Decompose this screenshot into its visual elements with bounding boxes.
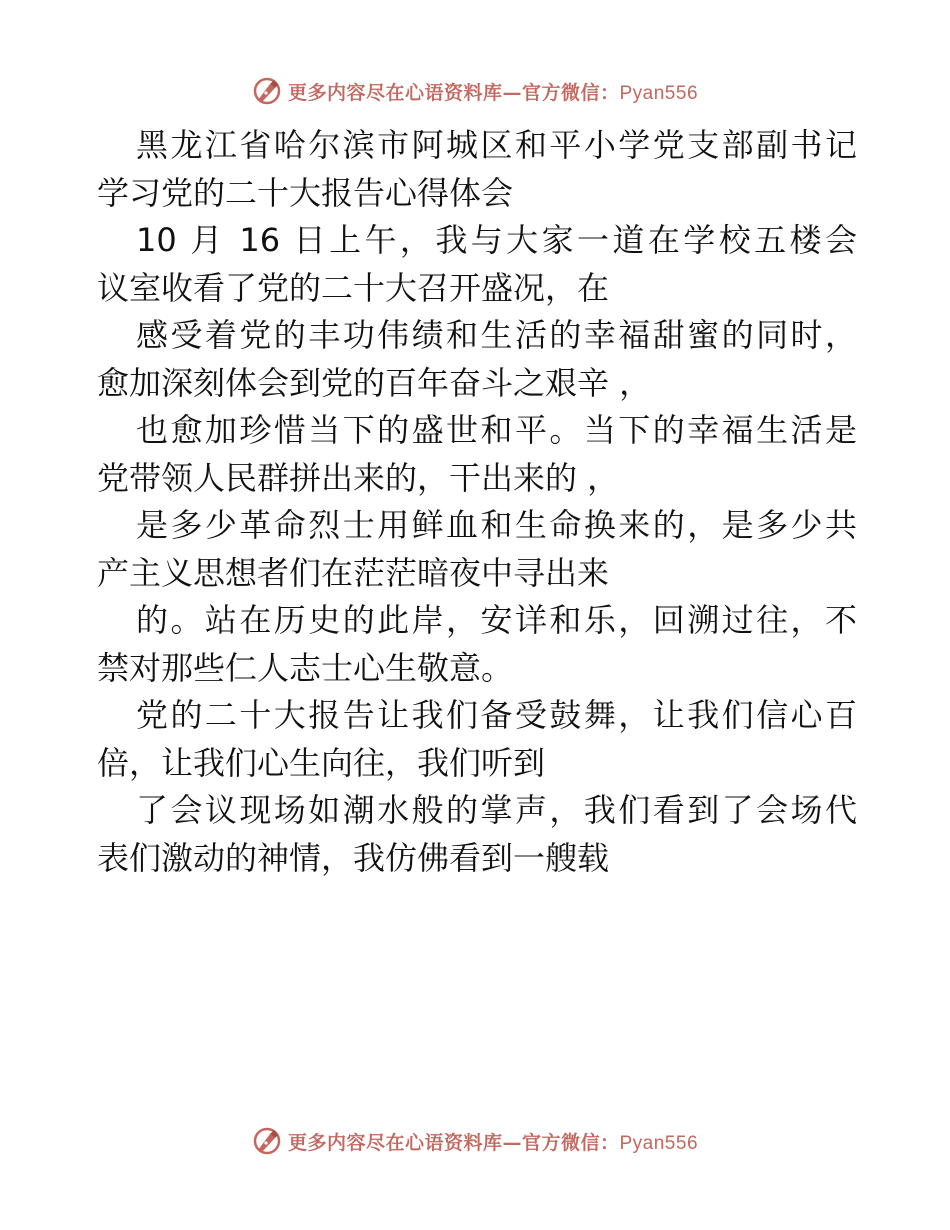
paragraph-line: 也愈加珍惜当下的盛世和平。当下的幸福生活是	[136, 411, 857, 449]
paragraph-line: 是多少革命烈士用鲜血和生命换来的，是多少共	[136, 506, 857, 544]
paragraph-line: 10 月 16 日上午，我与大家一道在学校五楼会	[136, 221, 857, 259]
paragraph-line: 党带领人民群拼出来的，干出来的 ，	[97, 458, 620, 497]
paragraph-line: 感受着党的丰功伟绩和生活的幸福甜蜜的同时，	[136, 316, 857, 354]
footer-wechat-id: Pyan556	[619, 1132, 699, 1154]
header-banner-text: 更多内容尽在心语资料库—官方微信：Pyan556	[287, 81, 699, 104]
paragraph-line: 党的二十大报告让我们备受鼓舞，让我们信心百	[136, 696, 857, 734]
paragraph-line: 表们激动的神情，我仿佛看到一艘载	[97, 838, 610, 877]
header-banner	[0, 74, 950, 108]
footer-banner	[0, 1124, 950, 1158]
paragraph-line: 产主义思想者们在茫茫暗夜中寻出来	[97, 553, 610, 592]
paragraph-line: 了会议现场如潮水般的掌声，我们看到了会场代	[136, 791, 857, 829]
document-body	[97, 122, 857, 882]
paragraph-line: 的。站在历史的此岸，安详和乐，回溯过往，不	[136, 601, 857, 639]
footer-banner-text: 更多内容尽在心语资料库—官方微信：Pyan556	[287, 1131, 699, 1154]
document-title-line-1: 黑龙江省哈尔滨市阿城区和平小学党支部副书记	[136, 126, 857, 164]
paragraph-line: 倍，让我们心生向往，我们听到	[97, 743, 546, 782]
paragraph-line: 禁对那些仁人志士心生敬意。	[97, 648, 514, 687]
paragraph-line: 愈加深刻体会到党的百年奋斗之艰辛 ，	[97, 363, 652, 402]
document-title-line-2: 学习党的二十大报告心得体会	[97, 173, 514, 212]
pen-nib-logo-icon	[252, 1126, 282, 1156]
paragraph-line: 议室收看了党的二十大召开盛况，在	[97, 268, 610, 307]
pen-nib-logo-icon	[252, 76, 282, 106]
header-wechat-id: Pyan556	[619, 82, 699, 104]
